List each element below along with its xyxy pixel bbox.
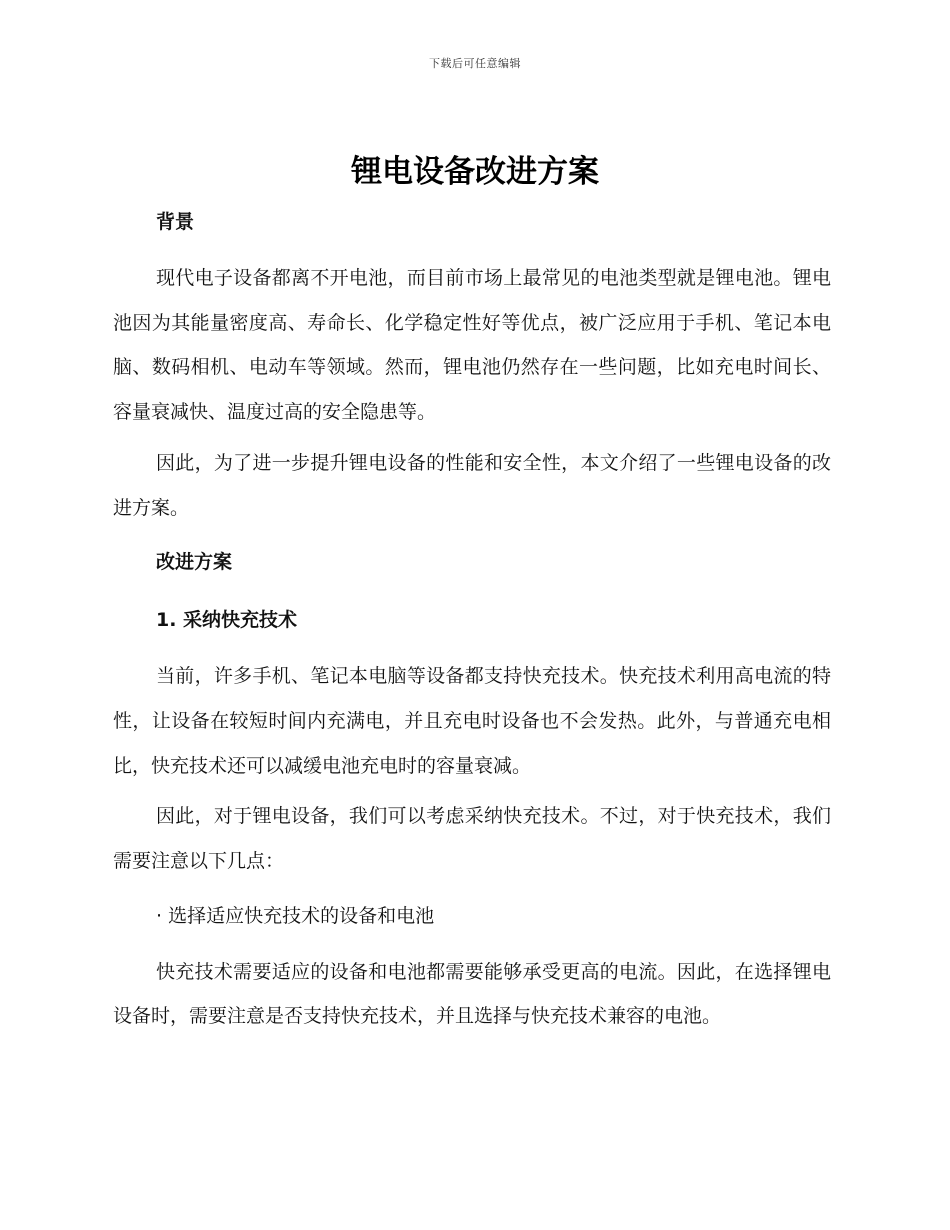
bullet-item-choose-devices: · 选择适应快充技术的设备和电池 — [156, 904, 435, 927]
fast-charge-paragraph-2: 因此，对于锂电设备，我们可以考虑采纳快充技术。不过，对于快充技术，我们需要注意以下几点： — [113, 805, 831, 873]
document-title: 锂电设备改进方案 — [351, 154, 599, 190]
bullet-detail-paragraph: 快充技术需要适应的设备和电池都需要能够承受更高的电流。因此，在选择锂电设备时，需要注意是否支持快充技术，并且选择与快充技术兼容的电池。 — [113, 960, 831, 1028]
fast-charge-paragraph-1: 当前，许多手机、笔记本电脑等设备都支持快充技术。快充技术利用高电流的特性，让设备在较短时间内充满电，并且充电时设备也不会发热。此外，与普通充电相比，快充技术还可以减缓电池充电时的容量衰减。 — [113, 665, 831, 777]
page-header-note: 下载后可任意编辑 — [429, 57, 521, 70]
document-body — [113, 200, 831, 1039]
background-paragraph-2: 因此，为了进一步提升锂电设备的性能和安全性，本文介绍了一些锂电设备的改进方案。 — [113, 451, 831, 519]
section-heading-background: 背景 — [156, 211, 195, 233]
subsection-heading-fast-charge: 1. 采纳快充技术 — [156, 609, 298, 632]
section-heading-plan: 改进方案 — [156, 551, 233, 574]
background-paragraph-1: 现代电子设备都离不开电池，而目前市场上最常见的电池类型就是锂电池。锂电池因为其能量密度高、寿命长、化学稳定性好等优点，被广泛应用于手机、笔记本电脑、数码相机、电动车等领域。然而，锂电池仍然存在一些问题，比如充电时间长、容量衰减快、温度过高的安全隐患等。 — [113, 267, 831, 424]
